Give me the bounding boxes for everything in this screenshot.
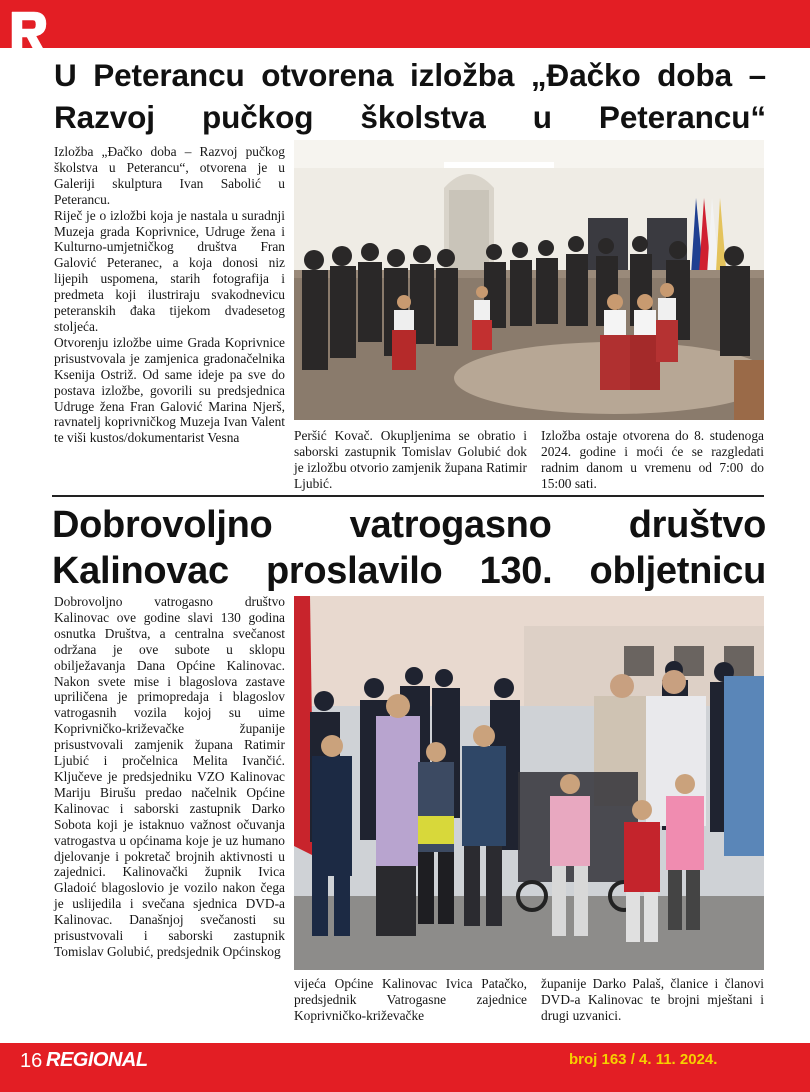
article2-title: Dobrovoljno vatrogasno društvo Kalinovac proslavilo 130. obljetnicu (52, 504, 766, 592)
article1-column-3: Izložba ostaje otvorena do 8. studenoga 2024. godine i moći će se razgledati radnim danom u vremenu od 7:00 do 15:00 sati. (541, 428, 764, 491)
article1-title: U Peterancu otvorena izložba „Đačko doba – Razvoj pučkog školstva u Peterancu“ (54, 57, 766, 135)
r-logo-icon (8, 6, 48, 60)
article1-paragraph: Izložba „Đačko doba – Razvoj pučkog školstva u Peterancu“, otvorena je u Galeriji skulptura Ivan Sabolić u Peterancu. (54, 144, 285, 207)
article2-column-3: županije Darko Palaš, članice i članovi DVD-a Kalinovac te brojni mještani i drugi uzvanici. (541, 976, 764, 1023)
article1-column-2: Peršić Kovač. Okupljenima se obratio i saborski zastupnik Tomislav Golubić dok je izložbu otvorio zamjenik župana Ratimir Ljubić. (294, 428, 527, 491)
section-divider (52, 495, 764, 497)
article1-paragraph: Otvorenju izložbe uime Grada Koprivnice prisustvovala je zamjenica gradonačelnika Ksenija Ostriž. Od same ideje pa sve do postava izložbe, govorili su predsjednica Udruge žena Fran Galović Marina Njerš, ravnatelj koprivničkog Muzeja Ivan Valent te viši kustos/dokumentarist Vesna (54, 334, 285, 446)
article2-column-2: vijeća Općine Kalinovac Ivica Patačko, predsjednik Vatrogasne zajednice Koprivničko-križevačke (294, 976, 527, 1023)
issue-info: broj 163 / 4. 11. 2024. (569, 1051, 718, 1068)
article2-column-1: Dobrovoljno vatrogasno društvo Kalinovac ove godine slavi 130 godina osnutka Društva, a centralna svečanost održana je ove subote u sklopu obilježavanja Dana Općine Kalinovac. Nakon svete mise i blagoslova zastave upriličena je primopredaja i blagoslov vatrogasnih vozila kojoj su uime Koprivničko-križevačke županije prisustvovali zamjenik župana Ratimir Ljubić i pročelnica Melita Ivančić. Ključeve je predsjedniku VZO Kalinovac Mariju Birušu predao načelnik Općine Kalinovac i saborski zastupnik Darko Sobota koji je istaknuo važnost očuvanja vatrogastva u općinama koje je uz humano djelovanje i pokretač brojnih aktivnosti u zajednici. Kalinovački župnik Ivica Gladoić blagoslovio je vozilo nakon čega je uslijedila i svečana sjednica DVD-a Kalinovac. Današnjoj svečanosti su prisustvovali i saborski zastupnik Tomislav Golubić, predsjednik Općinskog (54, 594, 285, 959)
article1-column-1 (54, 144, 285, 446)
article1-paragraph: Riječ je o izložbi koja je nastala u suradnji Muzeja grada Koprivnice, Udruge žena i Kulturno-umjetničkog društva Fran Galović Peteranec, a koja donosi niz lijepih uspomena, starih fotografija i predmeta koji ilustriraju svakodnevicu peteranskih đaka tijekom dvadesetog stoljeća. (54, 207, 285, 334)
page-number: 16 (20, 1050, 43, 1072)
article2-photo (294, 596, 764, 970)
publication-brand: REGIONAL (46, 1049, 148, 1071)
article1-photo (294, 140, 764, 420)
header-bar (0, 0, 810, 48)
